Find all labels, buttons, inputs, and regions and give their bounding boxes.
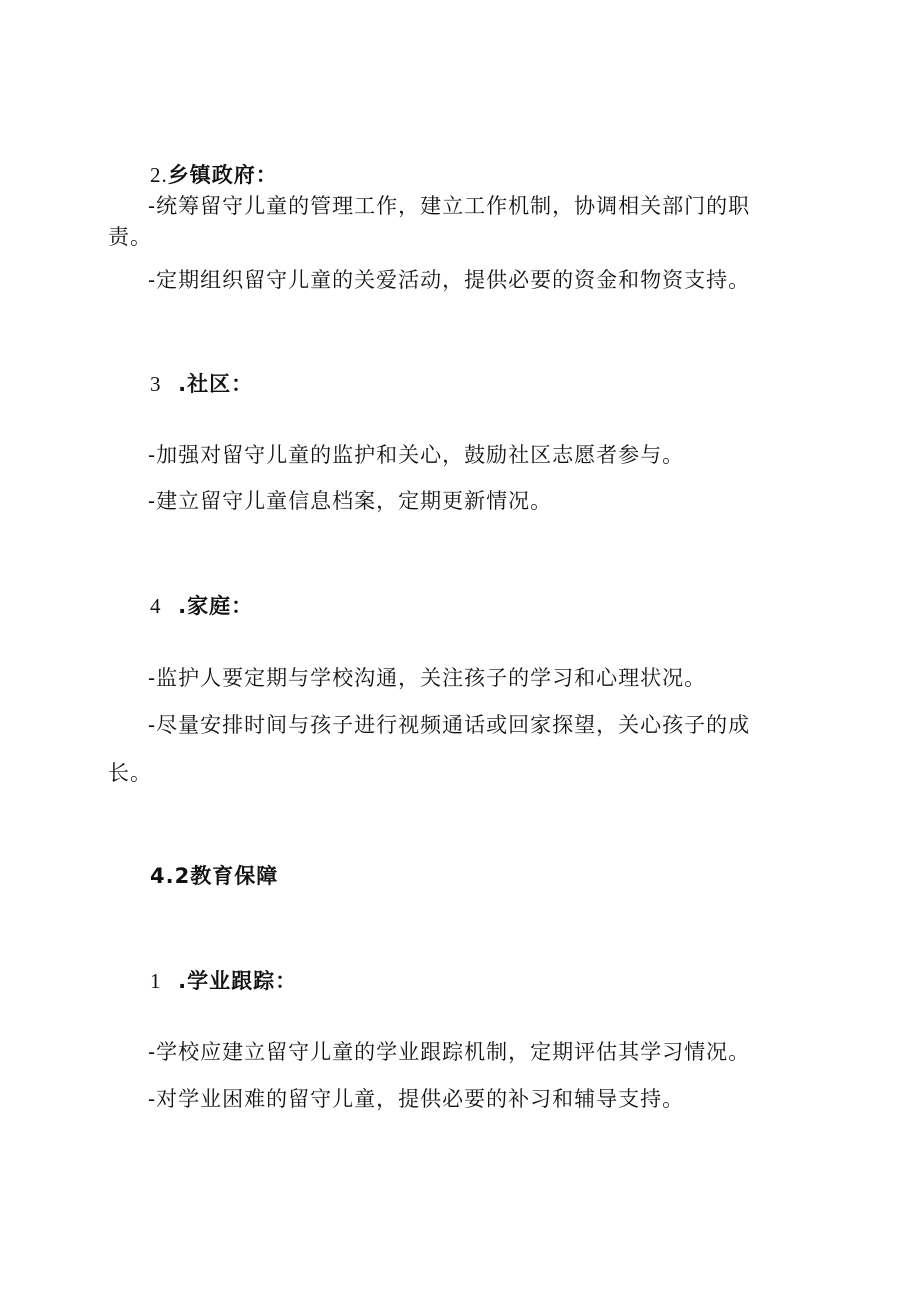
section-heading-township-government [150,161,278,189]
section-number: 4 [150,594,162,618]
section-heading-community [150,370,253,398]
section-title: .学业跟踪： [178,969,298,993]
list-item-line: -监护人要定期与学校沟通，关注孩子的学习和心理状况。 [148,666,707,690]
list-item-continuation: 长。 [108,761,152,785]
subsection-title: 4.2教育保障 [150,864,279,888]
section-title: .家庭： [178,594,254,618]
list-item-line: -建立留守儿童信息档案，定期更新情况。 [148,489,553,513]
list-item-line: -对学业困难的留守儿童，提供必要的补习和辅导支持。 [148,1087,685,1111]
section-heading-family [150,592,253,620]
list-item-line: -学校应建立留守儿童的学业跟踪机制，定期评估其学习情况。 [148,1040,751,1064]
section-number: 3 [150,372,162,396]
list-item-line: -尽量安排时间与孩子进行视频通话或回家探望，关心孩子的成 [148,713,751,737]
section-heading-academic-tracking [150,967,297,995]
section-title: .社区： [178,372,254,396]
list-item-continuation: 责。 [108,225,152,249]
list-item-line: -加强对留守儿童的监护和关心，鼓励社区志愿者参与。 [148,443,685,467]
section-title: 乡镇政府： [167,163,278,187]
list-item-line: -统筹留守儿童的管理工作，建立工作机制，协调相关部门的职 [148,194,751,218]
list-item-line: -定期组织留守儿童的关爱活动，提供必要的资金和物资支持。 [148,268,751,292]
section-number: 1 [150,969,162,993]
section-number: 2. [150,163,168,187]
